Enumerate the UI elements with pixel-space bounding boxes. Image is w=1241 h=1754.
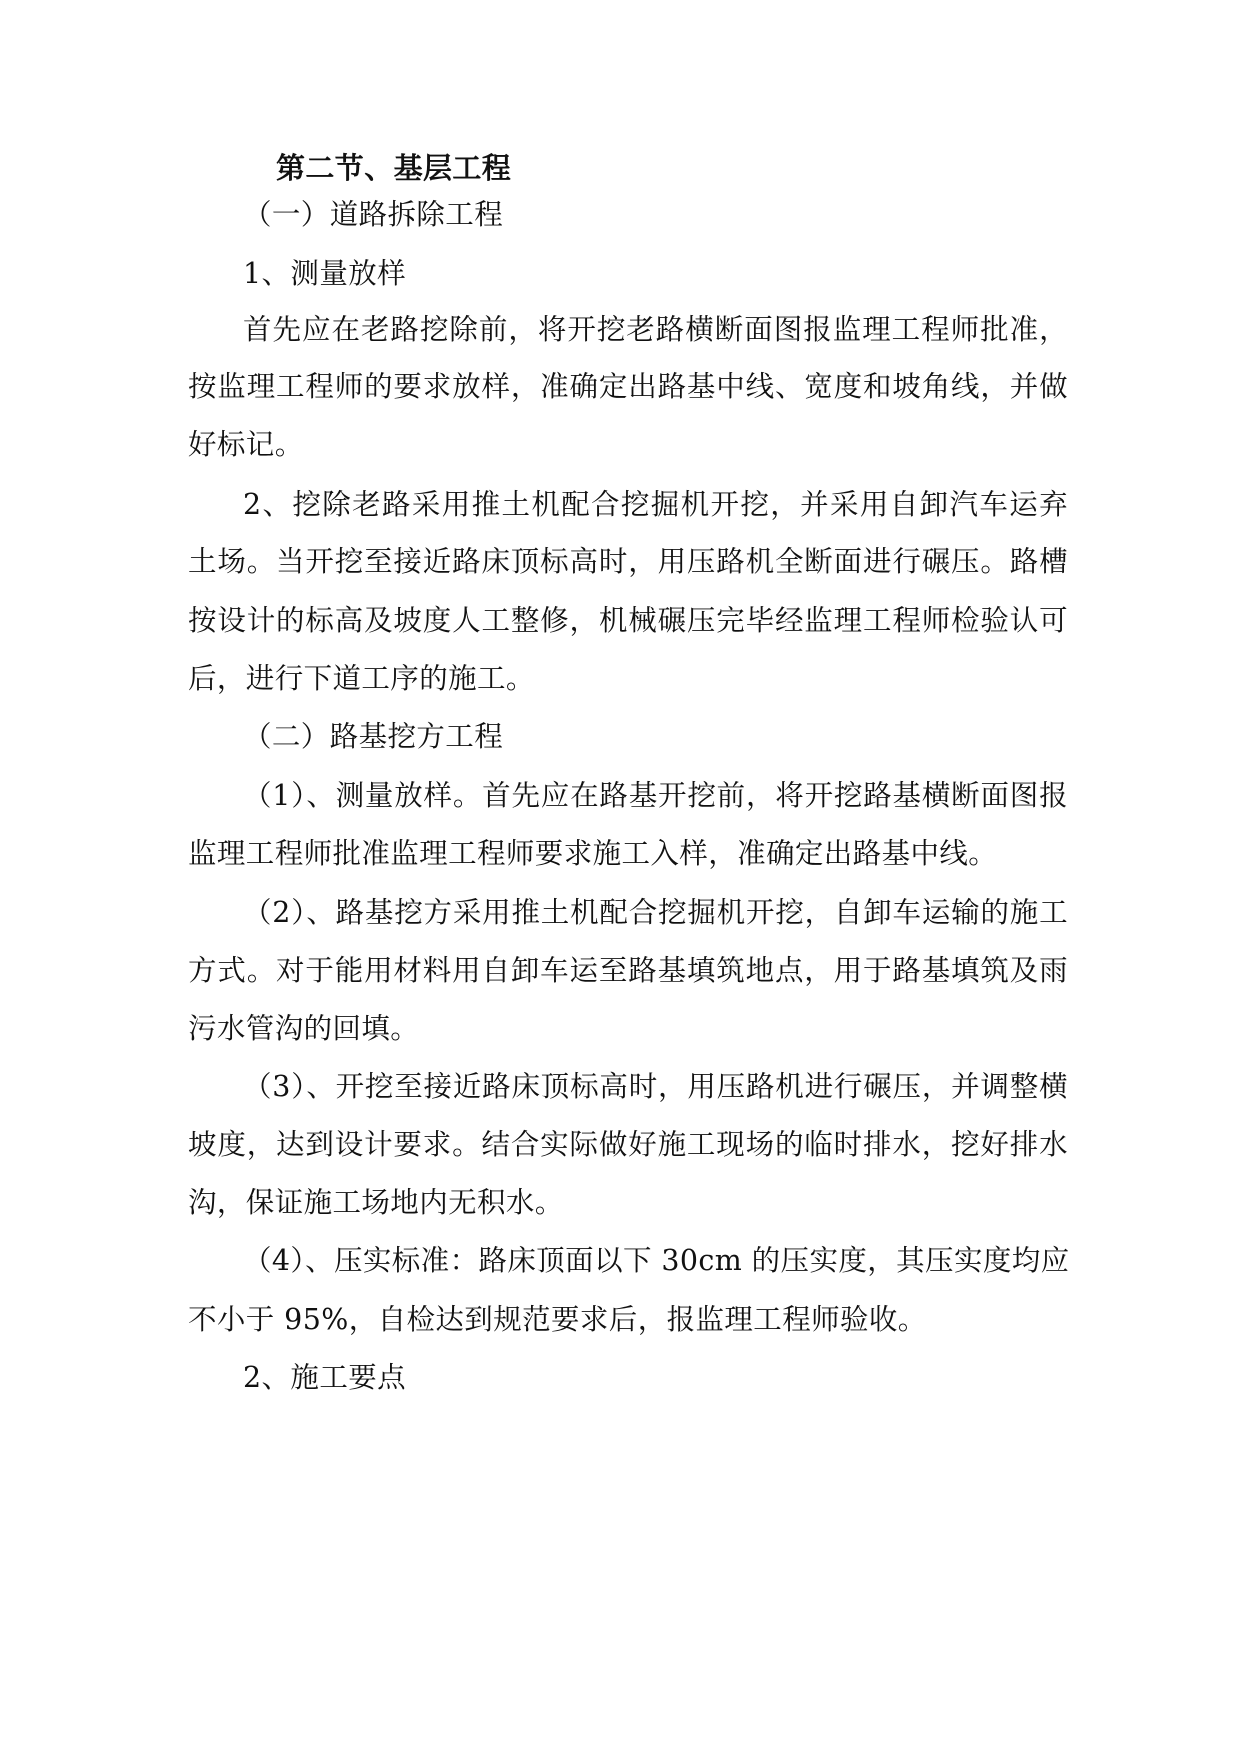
paragraph-line: 沟，保证施工场地内无积水。 — [188, 1186, 564, 1219]
paragraph-line: 按设计的标高及坡度人工整修，机械碾压完毕经监理工程师检验认可 — [188, 604, 1068, 637]
section-title: 第二节、基层工程 — [276, 151, 512, 185]
paragraph-line: 不小于 95%，自检达到规范要求后，报监理工程师验收。 — [188, 1303, 927, 1336]
subsection-heading-demolition: （一）道路拆除工程 — [243, 198, 504, 231]
paragraph-line: 污水管沟的回填。 — [188, 1012, 420, 1045]
paragraph-line: 按监理工程师的要求放样，准确定出路基中线、宽度和坡角线，并做 — [188, 370, 1068, 403]
paragraph-line: （2）、路基挖方采用推土机配合挖掘机开挖，自卸车运输的施工 — [243, 896, 1068, 929]
paragraph-line: （1）、测量放样。首先应在路基开挖前，将开挖路基横断面图报 — [243, 779, 1068, 812]
item-heading-construction-points: 2、施工要点 — [243, 1361, 407, 1394]
item-heading-survey: 1、测量放样 — [243, 257, 407, 290]
paragraph-line: 好标记。 — [188, 428, 304, 461]
paragraph-line: 方式。对于能用材料用自卸车运至路基填筑地点，用于路基填筑及雨 — [188, 954, 1068, 987]
paragraph-line: 后，进行下道工序的施工。 — [188, 662, 535, 695]
paragraph-line: （3）、开挖至接近路床顶标高时，用压路机进行碾压，并调整横 — [243, 1070, 1068, 1103]
paragraph-line: 坡度，达到设计要求。结合实际做好施工现场的临时排水，挖好排水 — [188, 1128, 1068, 1161]
paragraph-line: 监理工程师批准监理工程师要求施工入样，准确定出路基中线。 — [188, 837, 998, 870]
paragraph-line: 2、挖除老路采用推土机配合挖掘机开挖，并采用自卸汽车运弃 — [243, 488, 1068, 521]
paragraph-line: 土场。当开挖至接近路床顶标高时，用压路机全断面进行碾压。路槽 — [188, 545, 1068, 578]
paragraph-line: 首先应在老路挖除前，将开挖老路横断面图报监理工程师批准， — [243, 313, 1068, 346]
paragraph-line: （4）、压实标准：路床顶面以下 30cm 的压实度，其压实度均应 — [243, 1244, 1070, 1277]
subsection-heading-excavation: （二）路基挖方工程 — [243, 720, 504, 753]
